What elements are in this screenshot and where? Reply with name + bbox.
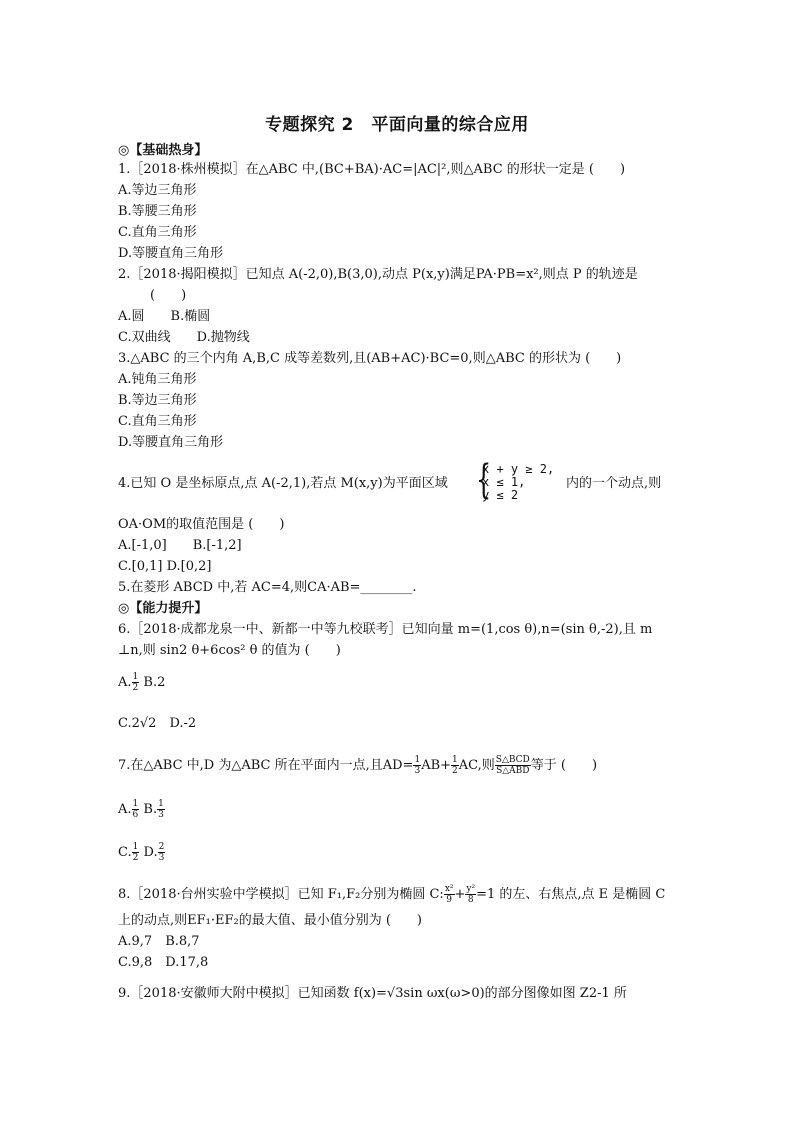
- q7-ratio-num: S△BCD: [495, 755, 530, 765]
- q2-options-ab: A.圆 B.椭圆: [118, 309, 211, 324]
- q6-options-cd: C.2√2 D.-2: [118, 716, 197, 731]
- q6-opt-a-den: 2: [132, 683, 139, 693]
- q8-ellipse-y-term: [465, 884, 476, 905]
- q7-opt-a-prefix: A.: [118, 802, 132, 817]
- q4-ineq-3: y ≤ 2: [482, 488, 519, 502]
- q2-stem: 2.［2018·揭阳模拟］已知点 A(-2,0),B(3,0),动点 P(x,y)满足PA·PB=x²,则点 P 的轨迹是: [118, 267, 638, 282]
- q7-stem-a: 7.在△ABC 中,D 为△ABC 所在平面内一点,且AD=: [118, 758, 414, 773]
- q4-stem-c: OA·OM的取值范围是 ( ): [118, 517, 285, 532]
- q7-opt-c-prefix: C.: [118, 845, 132, 860]
- q2-options-cd: C.双曲线 D.抛物线: [118, 330, 250, 345]
- q6-opt-a-num: 1: [132, 672, 139, 682]
- q7-opt-d-prefix: D.: [143, 845, 158, 860]
- q7-stem: [118, 755, 597, 776]
- q1-stem: 1.［2018·株州模拟］在△ABC 中,(BC+BA)·AC=|AC|²,则△ABC 的形状一定是 ( ): [118, 162, 626, 177]
- q7-opt-c-num: 1: [132, 842, 139, 852]
- q7-opt-c-den: 2: [132, 853, 139, 863]
- q3-option-a: A.钝角三角形: [118, 372, 197, 387]
- q8-plus: +: [454, 887, 466, 902]
- q9-stem: 9.［2018·安徽师大附中模拟］已知函数 f(x)=√3sin ωx(ω>0)的部分图像如图 Z2-1 所: [118, 986, 627, 1001]
- q4-options-ab: A.[-1,0] B.[-1,2]: [118, 538, 242, 553]
- q7-opt-a-den: 6: [132, 810, 139, 820]
- q6-opt-a-fraction: [132, 672, 140, 693]
- q4-stem-a: 4.已知 O 是坐标原点,点 A(-2,1),若点 M(x,y)为平面区域: [118, 476, 448, 491]
- page-title: 专题探究 2 平面向量的综合应用: [265, 115, 529, 135]
- q7-frac-1-num: 1: [414, 755, 421, 765]
- q7-opt-b-den: 3: [158, 810, 164, 820]
- q1-option-a: A.等边三角形: [118, 183, 197, 198]
- q7-opt-b-prefix: B.: [143, 802, 158, 817]
- q7-opt-b-fraction: [157, 799, 165, 820]
- q7-frac-1-den: 3: [414, 766, 421, 776]
- q8-options-ab: A.9,7 B.8,7: [118, 934, 200, 949]
- q8-ellipse-x-term: [444, 884, 455, 905]
- q7-frac-2-den: 2: [452, 766, 458, 776]
- q1-option-c: C.直角三角形: [118, 225, 197, 240]
- q7-opt-a-fraction: [132, 799, 140, 820]
- q4-ineq-2: x ≤ 1,: [482, 475, 526, 489]
- q6-stem: 6.［2018·成都龙泉一中、新都一中等九校联考］已知向量 m=(1,cos θ),n=(sin θ,-2),且 m: [118, 622, 653, 637]
- system-brace: {: [476, 457, 492, 503]
- q3-option-d: D.等腰直角三角形: [118, 435, 224, 450]
- q8-stem: [118, 884, 665, 905]
- q1-option-d: D.等腰直角三角形: [118, 246, 224, 261]
- q6-opt-b: B.2: [143, 675, 166, 690]
- q1-option-b: B.等腰三角形: [118, 204, 197, 219]
- q7-opt-d-num: 2: [158, 842, 165, 852]
- q7-stem-b: AC,则: [458, 758, 495, 773]
- q8-y-num: y²: [466, 884, 476, 894]
- q4-options-cd: C.[0,1] D.[0,2]: [118, 559, 212, 574]
- q8-stem-b: =1 的左、右焦点,点 E 是椭圆 C: [476, 887, 666, 902]
- q8-x-num: x²: [444, 884, 454, 894]
- q7-opt-b-num: 1: [158, 799, 164, 809]
- q6-opt-a-prefix: A.: [118, 675, 132, 690]
- q3-option-b: B.等边三角形: [118, 393, 197, 408]
- section-basic-heading: ◎【基础热身】: [118, 143, 208, 158]
- q7-opt-c-fraction: [132, 842, 140, 863]
- q7-opt-d-den: 3: [158, 853, 165, 863]
- q8-stem-cont: 上的动点,则EF₁·EF₂的最大值、最小值分别为 ( ): [118, 913, 422, 928]
- q7-opt-d-fraction: [158, 842, 166, 863]
- q7-options-ab: [118, 799, 165, 820]
- q7-opt-a-num: 1: [132, 799, 139, 809]
- q8-x-den: 9: [446, 895, 453, 905]
- q3-stem: 3.△ABC 的三个内角 A,B,C 成等差数列,且(AB+AC)·BC=0,则△ABC 的形状为 ( ): [118, 351, 622, 366]
- q7-mid: AB+: [421, 758, 452, 773]
- q4-inequality-system: [482, 463, 554, 502]
- section-advanced-heading: ◎【能力提升】: [118, 601, 208, 616]
- q7-ratio-den: S△ABD: [496, 766, 530, 776]
- q7-frac-2: [451, 755, 459, 776]
- q8-options-cd: C.9,8 D.17,8: [118, 955, 209, 970]
- q4-stem-b: 内的一个动点,则: [566, 476, 662, 491]
- q8-y-den: 8: [467, 895, 474, 905]
- q6-options-ab: [118, 672, 165, 693]
- q7-frac-2-num: 1: [452, 755, 458, 765]
- q7-stem-c: 等于 ( ): [530, 758, 598, 773]
- q5-stem: 5.在菱形 ABCD 中,若 AC=4,则CA·AB=________.: [118, 580, 417, 595]
- q6-stem-cont: ⊥n,则 sin2 θ+6cos² θ 的值为 ( ): [118, 643, 341, 658]
- q7-options-cd: [118, 842, 165, 863]
- q8-stem-a: 8.［2018·台州实验中学模拟］已知 F₁,F₂分别为椭圆 C:: [118, 887, 444, 902]
- q4-ineq-1: x + y ≥ 2,: [482, 462, 555, 476]
- q7-ratio: [495, 755, 531, 776]
- q2-stem-cont: ( ): [150, 288, 187, 303]
- q3-option-c: C.直角三角形: [118, 414, 197, 429]
